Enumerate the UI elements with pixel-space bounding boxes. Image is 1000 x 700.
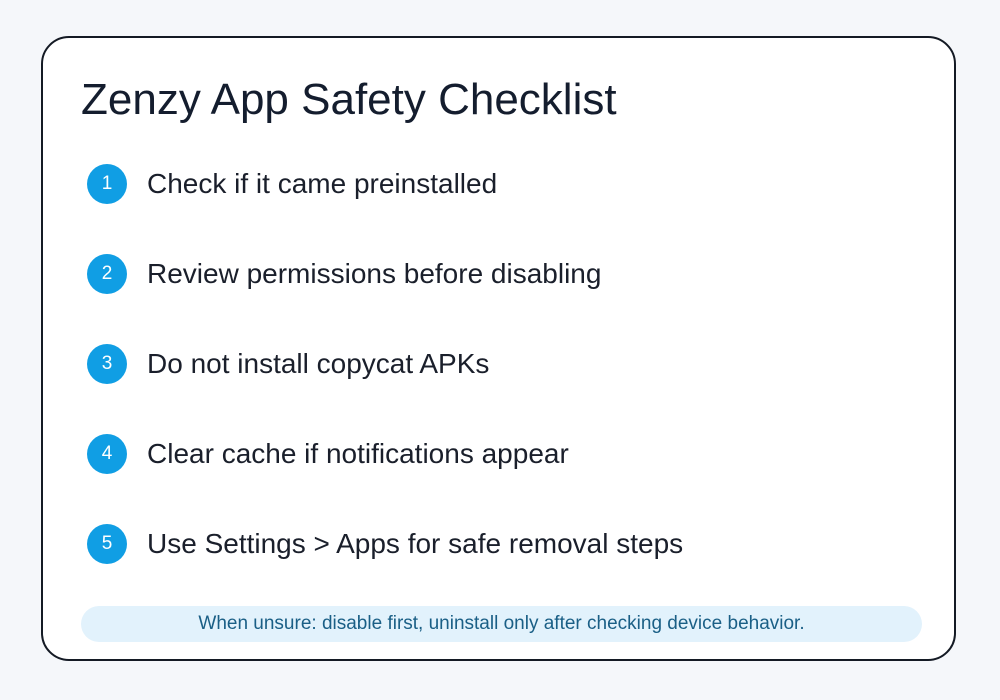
checklist-item-text: Clear cache if notifications appear [147,438,569,469]
safety-tip-banner: When unsure: disable first, uninstall only after checking device behavior. [81,606,922,642]
checklist-item-text: Use Settings > Apps for safe removal steps [147,528,684,559]
step-number-badge: 3 [87,344,127,384]
checklist-item-text: Check if it came preinstalled [147,168,498,199]
checklist-item-text: Do not install copycat APKs [147,348,490,379]
step-number-badge: 1 [87,164,127,204]
step-number-badge: 5 [87,524,127,564]
checklist-item-text: Review permissions before disabling [147,258,602,289]
step-number-badge: 2 [87,254,127,294]
checklist-title: Zenzy App Safety Checklist [81,75,617,124]
step-number-badge: 4 [87,434,127,474]
checklist-card [41,36,956,661]
